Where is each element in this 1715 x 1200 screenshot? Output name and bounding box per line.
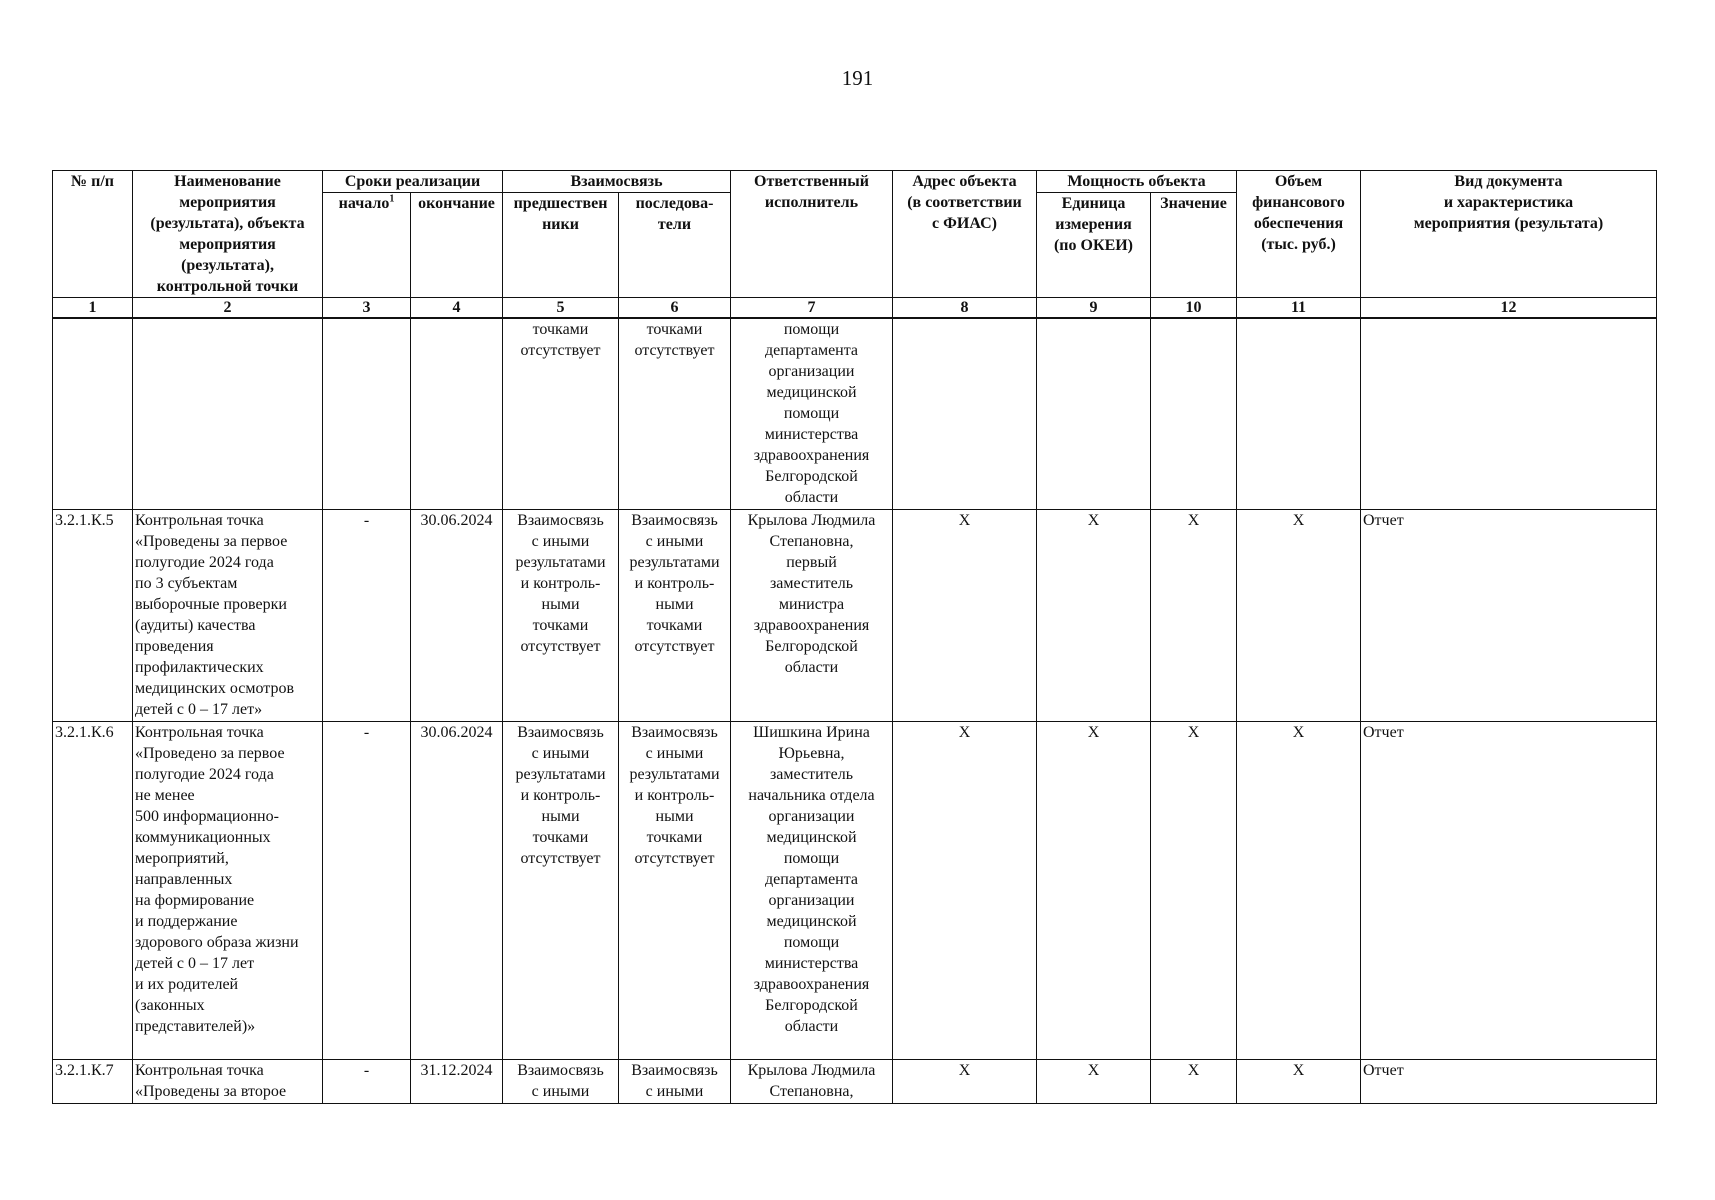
header-unit: Единица измерения (по ОКЕИ) bbox=[1037, 193, 1151, 298]
header-address: Адрес объекта (в соответствии с ФИАС) bbox=[893, 171, 1037, 298]
table-row bbox=[53, 1059, 1657, 1103]
row-end: 30.06.2024 bbox=[411, 509, 503, 721]
row-successors: Взаимосвязь с иными результатами и контроль- ными точками отсутствует bbox=[619, 721, 731, 1059]
header-successors: последова- тели bbox=[619, 193, 731, 298]
row-value bbox=[1151, 318, 1237, 509]
row-start: - bbox=[323, 721, 411, 1059]
row-unit: X bbox=[1037, 721, 1151, 1059]
row-address: X bbox=[893, 1059, 1037, 1103]
column-number: 6 bbox=[619, 298, 731, 319]
header-start-footnote: 1 bbox=[389, 194, 395, 206]
row-finance: X bbox=[1237, 721, 1361, 1059]
row-value: X bbox=[1151, 721, 1237, 1059]
row-end: 31.12.2024 bbox=[411, 1059, 503, 1103]
header-relation: Взаимосвязь bbox=[503, 171, 731, 193]
header-finance: Объем финансового обеспечения (тыс. руб.) bbox=[1237, 171, 1361, 298]
row-successors: Взаимосвязь с иными bbox=[619, 1059, 731, 1103]
header-num: № п/п bbox=[53, 171, 133, 298]
row-value: X bbox=[1151, 509, 1237, 721]
column-number: 1 bbox=[53, 298, 133, 319]
row-doc: Отчет bbox=[1361, 721, 1657, 1059]
column-number: 9 bbox=[1037, 298, 1151, 319]
row-num: 3.2.1.К.6 bbox=[53, 721, 133, 1059]
row-responsible: Крылова Людмила Степановна, первый заместитель министра здравоохранения Белгородской области bbox=[731, 509, 893, 721]
header-doc: Вид документа и характеристика мероприятия (результата) bbox=[1361, 171, 1657, 298]
row-name: Контрольная точка «Проведены за второе bbox=[133, 1059, 323, 1103]
row-doc: Отчет bbox=[1361, 1059, 1657, 1103]
row-start: - bbox=[323, 1059, 411, 1103]
row-value: X bbox=[1151, 1059, 1237, 1103]
table-row bbox=[53, 509, 1657, 721]
row-unit: X bbox=[1037, 1059, 1151, 1103]
row-successors: Взаимосвязь с иными результатами и контроль- ными точками отсутствует bbox=[619, 509, 731, 721]
table-row bbox=[53, 721, 1657, 1059]
header-capacity: Мощность объекта bbox=[1037, 171, 1237, 193]
row-name: Контрольная точка «Проведено за первое полугодие 2024 года не менее 500 информационно- коммуникационных мероприятий, направленных на формирование и поддержание здорового образа жизни детей с 0 – 17 лет и их родителей (законных представителей)» bbox=[133, 721, 323, 1059]
row-responsible: Крылова Людмила Степановна, bbox=[731, 1059, 893, 1103]
column-number: 8 bbox=[893, 298, 1037, 319]
plan-table bbox=[52, 170, 1657, 1104]
row-predecessors: Взаимосвязь с иными результатами и контроль- ными точками отсутствует bbox=[503, 721, 619, 1059]
column-number: 11 bbox=[1237, 298, 1361, 319]
header-responsible: Ответственный исполнитель bbox=[731, 171, 893, 298]
row-successors: точками отсутствует bbox=[619, 318, 731, 509]
row-doc: Отчет bbox=[1361, 509, 1657, 721]
row-start: - bbox=[323, 509, 411, 721]
header-start bbox=[323, 193, 411, 298]
column-number: 3 bbox=[323, 298, 411, 319]
row-address: X bbox=[893, 721, 1037, 1059]
column-number: 2 bbox=[133, 298, 323, 319]
row-start bbox=[323, 318, 411, 509]
row-unit bbox=[1037, 318, 1151, 509]
row-predecessors: Взаимосвязь с иными результатами и контроль- ными точками отсутствует bbox=[503, 509, 619, 721]
row-end: 30.06.2024 bbox=[411, 721, 503, 1059]
header-value: Значение bbox=[1151, 193, 1237, 298]
row-address: X bbox=[893, 509, 1037, 721]
row-num: 3.2.1.К.7 bbox=[53, 1059, 133, 1103]
header-end: окончание bbox=[411, 193, 503, 298]
row-finance: X bbox=[1237, 1059, 1361, 1103]
row-num bbox=[53, 318, 133, 509]
header-terms: Сроки реализации bbox=[323, 171, 503, 193]
row-predecessors: Взаимосвязь с иными bbox=[503, 1059, 619, 1103]
row-responsible: Шишкина Ирина Юрьевна, заместитель начальника отдела организации медицинской помощи департамента организации медицинской помощи министерства здравоохранения Белгородской области bbox=[731, 721, 893, 1059]
header-row-1 bbox=[53, 171, 1657, 193]
column-number: 12 bbox=[1361, 298, 1657, 319]
row-name: Контрольная точка «Проведены за первое полугодие 2024 года по 3 субъектам выборочные проверки (аудиты) качества проведения профилактических медицинских осмотров детей с 0 – 17 лет» bbox=[133, 509, 323, 721]
header-name: Наименование мероприятия (результата), объекта мероприятия (результата), контрольной точки bbox=[133, 171, 323, 298]
header-start-label: начало bbox=[338, 195, 390, 213]
row-num: 3.2.1.К.5 bbox=[53, 509, 133, 721]
row-unit: X bbox=[1037, 509, 1151, 721]
column-number: 5 bbox=[503, 298, 619, 319]
column-number: 10 bbox=[1151, 298, 1237, 319]
column-number-row bbox=[53, 298, 1657, 319]
row-end bbox=[411, 318, 503, 509]
row-name bbox=[133, 318, 323, 509]
column-number: 7 bbox=[731, 298, 893, 319]
row-finance bbox=[1237, 318, 1361, 509]
column-number: 4 bbox=[411, 298, 503, 319]
table-row bbox=[53, 318, 1657, 509]
page-number: 191 bbox=[841, 66, 874, 90]
row-predecessors: точками отсутствует bbox=[503, 318, 619, 509]
row-finance: X bbox=[1237, 509, 1361, 721]
row-responsible: помощи департамента организации медицинской помощи министерства здравоохранения Белгородской области bbox=[731, 318, 893, 509]
row-address bbox=[893, 318, 1037, 509]
row-doc bbox=[1361, 318, 1657, 509]
header-predecessors: предшествен ники bbox=[503, 193, 619, 298]
